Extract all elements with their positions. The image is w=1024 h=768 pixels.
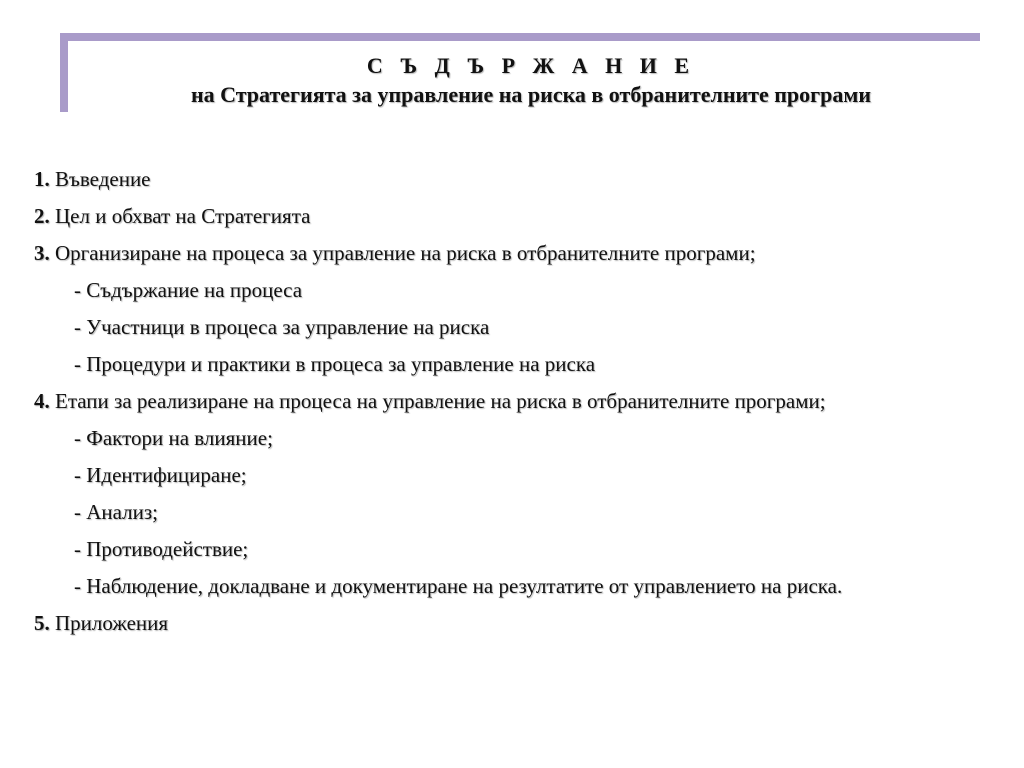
toc-item-1 — [34, 167, 991, 192]
toc-item-4 — [34, 389, 991, 414]
toc-text: Етапи за реализиране на процеса на управление на риска в отбранителните програми; — [55, 389, 826, 413]
toc-text: - Фактори на влияние; — [74, 426, 273, 450]
toc-text: Въведение — [55, 167, 151, 191]
toc-subitem — [34, 500, 991, 525]
toc-number: 1. — [34, 167, 50, 191]
toc-item-5 — [34, 611, 991, 636]
toc-subitem — [34, 574, 991, 599]
toc-subitem — [34, 352, 991, 377]
title-frame-top — [60, 33, 980, 41]
toc-text: - Съдържание на процеса — [74, 278, 303, 302]
toc-text: - Наблюдение, докладване и документиране на резултатите от управлението на риска. — [74, 574, 843, 598]
toc-text: - Анализ; — [74, 500, 158, 524]
toc-text: Организиране на процеса за управление на риска в отбранителните програми; — [55, 241, 756, 265]
toc-text: Цел и обхват на Стратегията — [55, 204, 311, 228]
toc-text: - Участници в процеса за управление на риска — [74, 315, 490, 339]
toc-item-3 — [34, 241, 991, 266]
toc-number: 2. — [34, 204, 50, 228]
toc-item-2 — [34, 204, 991, 229]
toc-text: - Идентифициране; — [74, 463, 247, 487]
toc-subitem — [34, 463, 991, 488]
page-subtitle: на Стратегията за управление на риска в отбранителните програми — [190, 82, 872, 107]
toc-subitem — [34, 278, 991, 303]
table-of-contents — [34, 167, 991, 648]
toc-number: 4. — [34, 389, 50, 413]
toc-number: 5. — [34, 611, 50, 635]
toc-text: - Противодействие; — [74, 537, 249, 561]
toc-number: 3. — [34, 241, 50, 265]
title-area — [76, 52, 986, 110]
toc-text: - Процедури и практики в процеса за управление на риска — [74, 352, 596, 376]
page-title: С Ъ Д Ъ Р Ж А Н И Е — [366, 53, 696, 78]
toc-subitem — [34, 537, 991, 562]
title-frame-left — [60, 33, 68, 112]
toc-subitem — [34, 426, 991, 451]
toc-subitem — [34, 315, 991, 340]
toc-text: Приложения — [55, 611, 169, 635]
